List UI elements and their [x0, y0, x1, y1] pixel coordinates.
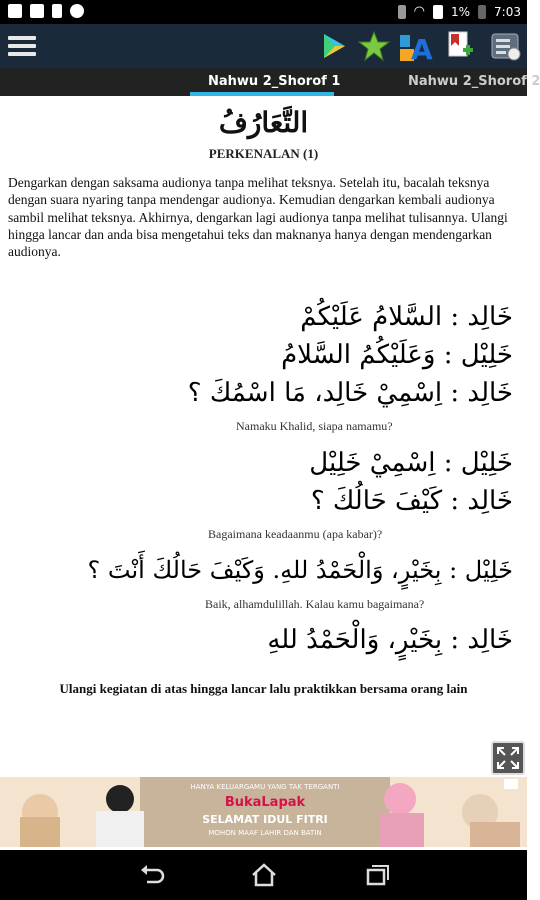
- dialogue-line: خَالِد : بِخَيْرٍ، وَالْحَمْدُ للهِ: [267, 625, 513, 655]
- ad-top-line: HANYA KELUARGAMU YANG TAK TERGANTI: [190, 783, 340, 791]
- dialogue-text: اِسْمِيْ خَالِد، مَا اسْمُكَ ؟: [187, 378, 443, 408]
- ad-sub-line: MOHON MAAF LAHIR DAN BATIN: [208, 829, 322, 837]
- system-icons: [398, 4, 521, 19]
- speaker-name: خَالِد: [467, 302, 513, 332]
- signal-icon: [433, 5, 443, 19]
- wifi-icon: ◠: [413, 4, 425, 19]
- app-toolbar: [0, 24, 527, 68]
- image-icon: [30, 4, 44, 18]
- dialogue-text: السَّلامُ عَلَيْكُمْ: [300, 302, 443, 332]
- tab-nahwu-2-shorof-2[interactable]: Nahwu 2_Shorof 2: [408, 74, 540, 89]
- ad-brand: BukaLapak: [224, 795, 306, 810]
- lesson-subtitle: PERKENALAN (1): [208, 146, 319, 161]
- expand-icon: [493, 743, 523, 773]
- more-apps-icon[interactable]: [488, 28, 524, 64]
- back-icon[interactable]: [137, 862, 167, 888]
- lesson-title-arabic: التَّعَارُفُ: [218, 106, 309, 139]
- dialogue-line: خَلِيْل : بِخَيْرٍ، وَالْحَمْدُ للهِ. وَكَيْفَ حَالُكَ أَنْتَ ؟: [87, 556, 513, 584]
- ad-headline: SELAMAT IDUL FITRI: [202, 813, 328, 826]
- speaker-name: خَلِيْل: [460, 448, 513, 478]
- speaker-name: خَالِد: [467, 378, 513, 408]
- ad-banner[interactable]: [0, 777, 527, 847]
- dialogue-line: خَالِد : اِسْمِيْ خَالِد، مَا اسْمُكَ ؟: [187, 378, 513, 408]
- star-icon[interactable]: [356, 28, 392, 64]
- play-store-icon[interactable]: [316, 28, 352, 64]
- font-size-icon[interactable]: [398, 28, 434, 64]
- svg-text:A: A: [411, 33, 433, 66]
- dialogue-line: خَالِد : كَيْفَ حَالُكَ ؟: [310, 486, 513, 516]
- bluetooth-icon: [398, 5, 406, 19]
- speaker-name: خَالِد: [467, 486, 513, 516]
- download-icon: [52, 4, 62, 18]
- battery-icon: [478, 5, 486, 19]
- dialogue-text: بِخَيْرٍ، وَالْحَمْدُ للهِ: [267, 625, 443, 655]
- dialogue-line: خَلِيْل : اِسْمِيْ خَلِيْل: [309, 448, 513, 478]
- dialogue-line: خَلِيْل : وَعَلَيْكُمُ السَّلامُ: [281, 340, 513, 370]
- speaker-name: خَلِيْل: [464, 556, 513, 584]
- dialogue-text: بِخَيْرٍ، وَالْحَمْدُ للهِ. وَكَيْفَ حَالُكَ أَنْتَ ؟: [87, 556, 442, 584]
- navigation-bar: [0, 850, 527, 900]
- dialogue-text: وَعَلَيْكُمُ السَّلامُ: [281, 340, 436, 370]
- tab-nahwu-2-shorof-1[interactable]: Nahwu 2_Shorof 1: [208, 74, 341, 89]
- dialogue-text: اِسْمِيْ خَلِيْل: [309, 448, 436, 478]
- notification-icons: [8, 4, 84, 18]
- status-bar: [0, 0, 527, 24]
- dialogue-translation: Bagaimana keadaanmu (apa kabar)?: [208, 527, 383, 541]
- status-time: 7:03: [494, 4, 521, 19]
- dialogue-translation: Baik, alhamdulillah. Kalau kamu bagaimana?: [205, 597, 425, 611]
- add-bookmark-icon[interactable]: [442, 28, 478, 64]
- dialogue-translation: Namaku Khalid, siapa namamu?: [236, 419, 393, 433]
- practice-note: Ulangi kegiatan di atas hingga lancar lalu praktikkan bersama orang lain: [59, 681, 468, 696]
- battery-level: 1%: [451, 4, 471, 19]
- notification-icon: [8, 4, 22, 18]
- menu-icon[interactable]: [8, 32, 36, 60]
- speaker-name: خَالِد: [467, 625, 513, 655]
- gamepad-icon: [70, 4, 84, 18]
- lesson-content[interactable]: [0, 96, 527, 776]
- dialogue-line: خَالِد : السَّلامُ عَلَيْكُمْ: [300, 302, 513, 332]
- lesson-intro: Dengarkan dengan saksama audionya tanpa melihat teksnya. Setelah itu, bacalah teksnya dengan suara nyaring tanpa mendengar audionya. Kemudian dengarkan kembali audionya sambil melihat teksnya. Akhirnya, dengarkan lagi audionya tanpa melihat tulisannya. Ulangi hingga lancar dan anda bisa mengetahui teks dan maknanya hanya dengan mendengarkan audionya.: [8, 175, 508, 260]
- fullscreen-button[interactable]: [491, 741, 525, 775]
- dialogue-text: كَيْفَ حَالُكَ ؟: [310, 486, 443, 516]
- speaker-name: خَلِيْل: [460, 340, 513, 370]
- home-icon[interactable]: [249, 862, 279, 888]
- recents-icon[interactable]: [361, 862, 391, 888]
